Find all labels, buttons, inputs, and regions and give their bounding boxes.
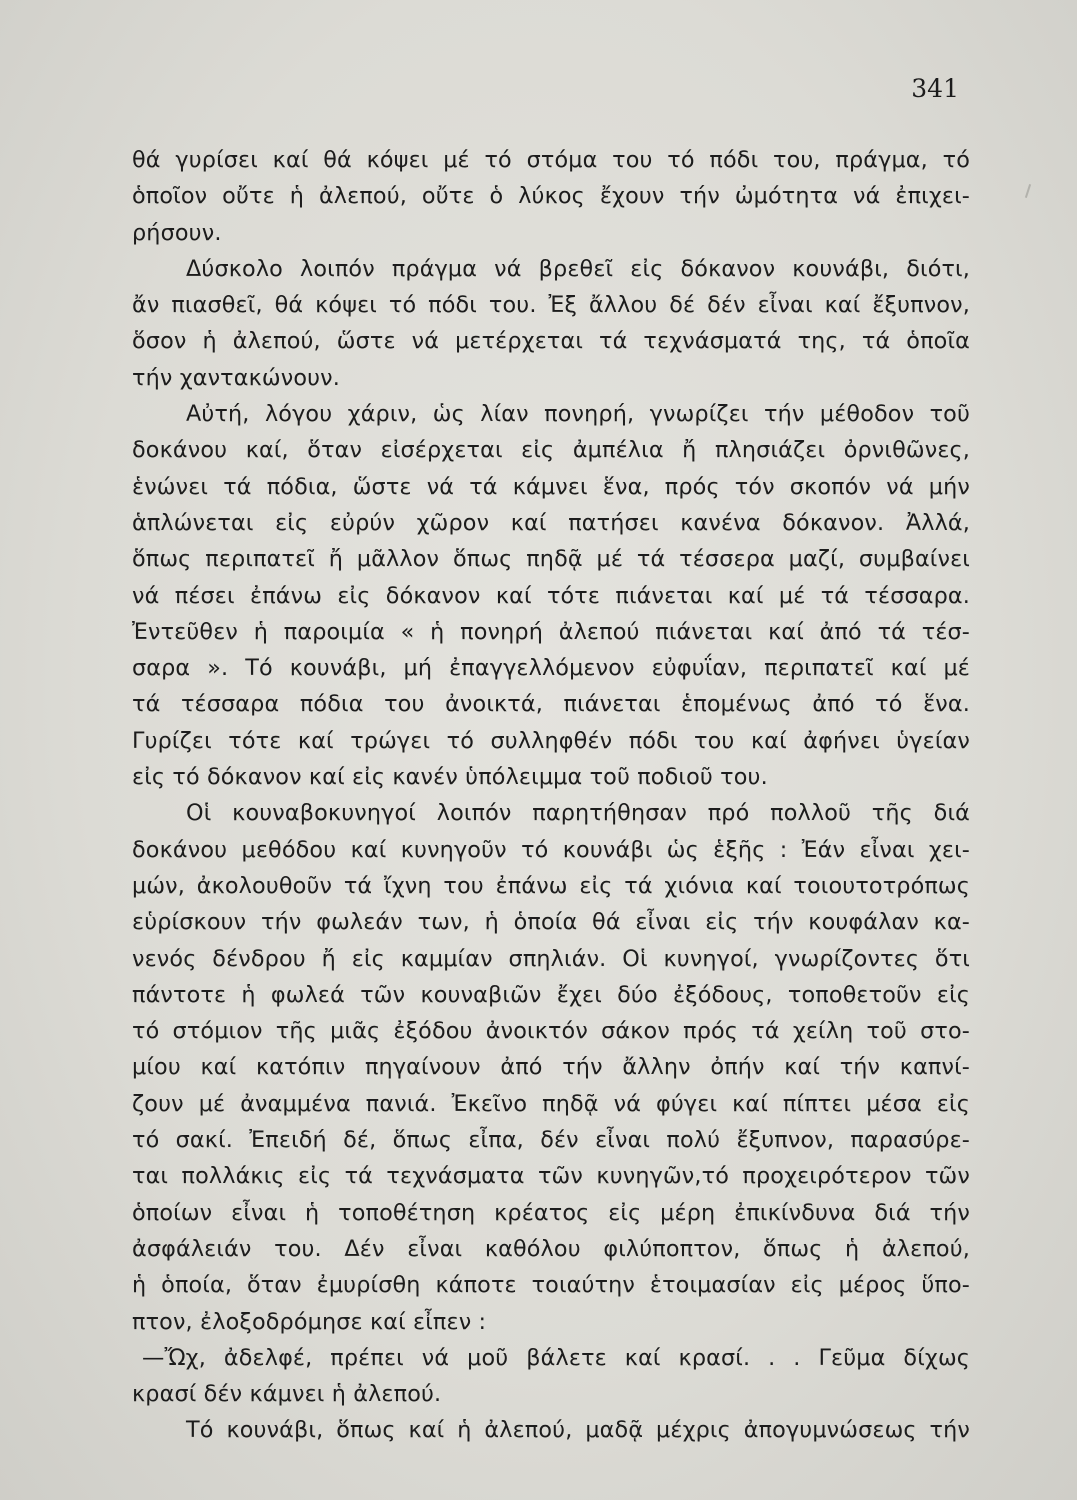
text-line: νενός δένδρου ἤ εἰς καμμίαν σπηλιάν. Οἱ κυνηγοί, γνωρίζοντες ὅτι bbox=[132, 945, 970, 972]
text-line: Τό κουνάβι, ὅπως καί ἡ ἀλεπού, μαδᾷ μέχρις ἀπογυμνώσεως τήν bbox=[186, 1417, 970, 1444]
text-line: Δύσκολο λοιπόν πράγμα νά βρεθεῖ εἰς δόκανον κουνάβι, διότι, bbox=[186, 255, 970, 282]
text-line: ἁπλώνεται εἰς εὐρύν χῶρον καί πατήσει κανένα δόκανον. Ἀλλά, bbox=[132, 509, 970, 536]
text-line: τό στόμιον τῆς μιᾶς ἐξόδου ἀνοικτόν σάκον πρός τά χείλη τοῦ στο- bbox=[132, 1018, 970, 1045]
text-line: Αὐτή, λόγου χάριν, ὡς λίαν πονηρή, γνωρίζει τήν μέθοδον τοῦ bbox=[186, 401, 970, 428]
text-line: πτον, ἐλοξοδρόμησε καί εἶπεν : bbox=[132, 1308, 487, 1335]
margin-pencil-mark bbox=[1025, 184, 1031, 198]
body-text bbox=[132, 142, 970, 1449]
text-line: σαρα ». Τό κουνάβι, μή ἐπαγγελλόμενον εὐφυΐαν, περιπατεῖ καί μέ bbox=[132, 655, 970, 682]
text-line: νά πέσει ἐπάνω εἰς δόκανον καί τότε πιάνεται καί μέ τά τέσσαρα. bbox=[132, 582, 970, 609]
text-line: ἑνώνει τά πόδια, ὥστε νά τά κάμνει ἕνα, πρός τόν σκοπόν νά μήν bbox=[132, 473, 970, 500]
text-line: εὑρίσκουν τήν φωλεάν των, ἡ ὁποία θά εἶναι εἰς τήν κουφάλαν κα- bbox=[132, 909, 970, 936]
text-line: Οἱ κουναβοκυνηγοί λοιπόν παρητήθησαν πρό πολλοῦ τῆς διά bbox=[186, 800, 970, 827]
text-line: θά γυρίσει καί θά κόψει μέ τό στόμα του τό πόδι του, πράγμα, τό bbox=[132, 147, 970, 173]
text-line: ἡ ὁποία, ὅταν ἐμυρίσθη κάποτε τοιαύτην ἑτοιμασίαν εἰς μέρος ὕπο- bbox=[132, 1272, 970, 1299]
text-line: ὁποίων εἶναι ἡ τοποθέτηση κρέατος εἰς μέρη ἐπικίνδυνα διά τήν bbox=[132, 1199, 970, 1226]
text-line: κρασί δέν κάμνει ἡ ἀλεπού. bbox=[132, 1381, 442, 1408]
text-line: ἀσφάλειάν του. Δέν εἶναι καθόλου φιλύποπτον, ὅπως ἡ ἀλεπού, bbox=[132, 1235, 970, 1262]
text-line: πάντοτε ἡ φωλεά τῶν κουναβιῶν ἔχει δύο ἐξόδους, τοποθετοῦν εἰς bbox=[132, 981, 970, 1008]
text-line: τά τέσσαρα πόδια του ἀνοικτά, πιάνεται ἑπομένως ἀπό τό ἕνα. bbox=[132, 691, 970, 718]
text-line: ται πολλάκις εἰς τά τεχνάσματα τῶν κυνηγῶν,τό προχειρότερον τῶν bbox=[132, 1163, 970, 1190]
text-line: ὅπως περιπατεῖ ἤ μᾶλλον ὅπως πηδᾷ μέ τά τέσσερα μαζί, συμβαίνει bbox=[132, 546, 970, 573]
text-line: μών, ἀκολουθοῦν τά ἴχνη του ἐπάνω εἰς τά χιόνια καί τοιουτοτρόπως bbox=[132, 872, 970, 899]
text-line: εἰς τό δόκανον καί εἰς κανέν ὑπόλειμμα τοῦ ποδιοῦ του. bbox=[132, 764, 768, 791]
text-line: ζουν μέ ἀναμμένα πανιά. Ἐκεῖνο πηδᾷ νά φύγει καί πίπτει μέσα εἰς bbox=[132, 1090, 970, 1117]
text-line: ὁποῖον οὔτε ἡ ἀλεπού, οὔτε ὁ λύκος ἔχουν τήν ὠμότητα νά ἐπιχει- bbox=[132, 183, 970, 210]
text-line: Ἐντεῦθεν ἡ παροιμία « ἡ πονηρή ἀλεπού πιάνεται καί ἀπό τά τέσ- bbox=[132, 618, 970, 645]
text-line: τήν χαντακώνουν. bbox=[132, 364, 341, 391]
text-line: δοκάνου καί, ὅταν εἰσέρχεται εἰς ἀμπέλια ἤ πλησιάζει ὀρνιθῶνες, bbox=[132, 437, 970, 464]
text-line: μίου καί κατόπιν πηγαίνουν ἀπό τήν ἄλλην ὀπήν καί τήν καπνί- bbox=[132, 1054, 970, 1081]
text-line: δοκάνου μεθόδου καί κυνηγοῦν τό κουνάβι ὡς ἑξῆς : Ἐάν εἶναι χει- bbox=[132, 836, 970, 863]
text-line: ἄν πιασθεῖ, θά κόψει τό πόδι του. Ἐξ ἄλλου δέ δέν εἶναι καί ἔξυπνον, bbox=[132, 292, 970, 319]
page-number: 341 bbox=[911, 74, 959, 103]
text-line: τό σακί. Ἐπειδή δέ, ὅπως εἶπα, δέν εἶναι πολύ ἔξυπνον, παρασύρε- bbox=[132, 1127, 970, 1154]
text-line: ρήσουν. bbox=[132, 219, 222, 246]
text-line: ὅσον ἡ ἀλεπού, ὥστε νά μετέρχεται τά τεχνάσματά της, τά ὁποῖα bbox=[132, 328, 970, 355]
dialogue-line: —Ὤχ, ἀδελφέ, πρέπει νά μοῦ βάλετε καί κρασί. . . Γεῦμα δίχως bbox=[142, 1344, 970, 1371]
text-line: Γυρίζει τότε καί τρώγει τό συλληφθέν πόδι του καί ἀφήνει ὑγείαν bbox=[132, 727, 970, 754]
